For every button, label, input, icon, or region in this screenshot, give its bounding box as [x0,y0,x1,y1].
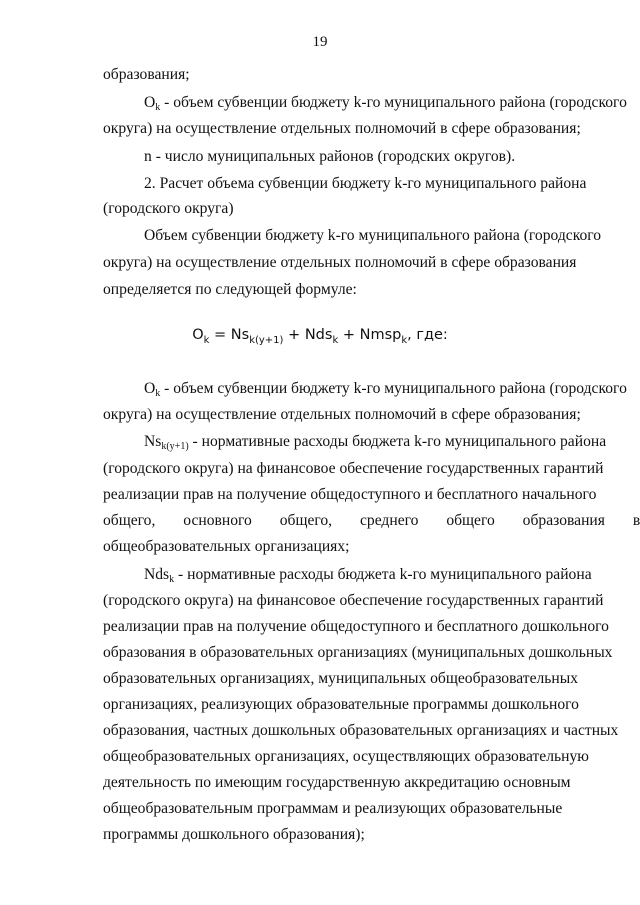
definition-text: - объем субвенции бюджету k-го муниципального района (городского [160,380,627,397]
definition-text: - нормативные расходы бюджета k-го муниципального района [188,433,607,450]
text-line: общеобразовательным программам и реализующих образовательные [103,800,563,817]
definition-ok-line [144,93,627,118]
text-line: образования в образовательных организациях (муниципальных дошкольных [103,644,613,661]
text-line: (городского округа) на финансовое обеспечение государственных гарантий [103,592,604,609]
text-line: образования; [103,66,190,83]
formula-term-ns: = Ns [209,327,250,343]
page-number: 19 [312,34,328,50]
text-line: округа) на осуществление отдельных полномочий в сфере образования; [103,406,581,423]
text-line: общеобразовательных организациях, осуществляющих образовательную [103,748,589,765]
text-line: округа) на осуществление отдельных полномочий в сфере образования [103,254,577,271]
formula-nmsp-subscript: k [401,335,408,346]
text-line: деятельность по имеющим государственную аккредитацию основным [103,774,571,791]
symbol-subscript: k [155,102,161,113]
definition-nds-line [144,565,592,590]
symbol: Nds [144,566,170,583]
text-line: округа) на осуществление отдельных полномочий в сфере образования; [103,120,581,137]
text-line: (городского округа) на финансовое обеспечение государственных гарантий [103,460,604,477]
text-line: общеобразовательных организациях; [103,538,350,555]
text-line: реализации прав на получение общедоступного и бесплатного дошкольного [103,618,609,635]
formula-term-nmsp: + Nmsp [338,327,402,343]
definition-text: - объем субвенции бюджету k-го муниципального района (городского [160,94,627,111]
definition-ns-line [144,432,607,457]
text-line: программы дошкольного образования); [103,826,365,843]
text-line: образовательных организациях, муниципальных общеобразовательных [103,670,579,687]
symbol-subscript: k [169,574,175,585]
definition-text: - нормативные расходы бюджета k-го муниципального района [174,566,592,583]
formula-ns-subscript: k(y+1) [249,335,284,346]
symbol: Ns [144,433,162,450]
text-line: общего, основного общего, среднего общего образования в [103,512,640,529]
symbol: O [144,94,156,111]
definition-n-line: n - число муниципальных районов (городских округов). [144,148,516,165]
definition-ok-line [144,379,627,404]
text-line: определяется по следующей формуле: [103,281,357,298]
formula-tail: , где: [407,327,448,343]
text-line: реализации прав на получение общедоступного и бесплатного начального [103,486,597,503]
formula-term-nds: + Nds [283,327,333,343]
section-heading-line: 2. Расчет объема субвенции бюджету k-го муниципального района [144,175,587,192]
symbol: O [144,380,156,397]
formula [0,327,640,346]
section-heading-line: (городского округа) [103,200,234,217]
symbol-subscript: k(y+1) [161,441,189,452]
text-line: Объем субвенции бюджету k-го муниципального района (городского [144,227,602,244]
formula-nds-subscript: k [332,335,339,346]
text-line: организациях, реализующих образовательные программы дошкольного [103,696,579,713]
text-line: образования, частных дошкольных образовательных организациях и частных [103,722,619,739]
formula-lhs: O [192,327,204,343]
symbol-subscript: k [155,388,161,399]
formula-lhs-subscript: k [203,335,210,346]
